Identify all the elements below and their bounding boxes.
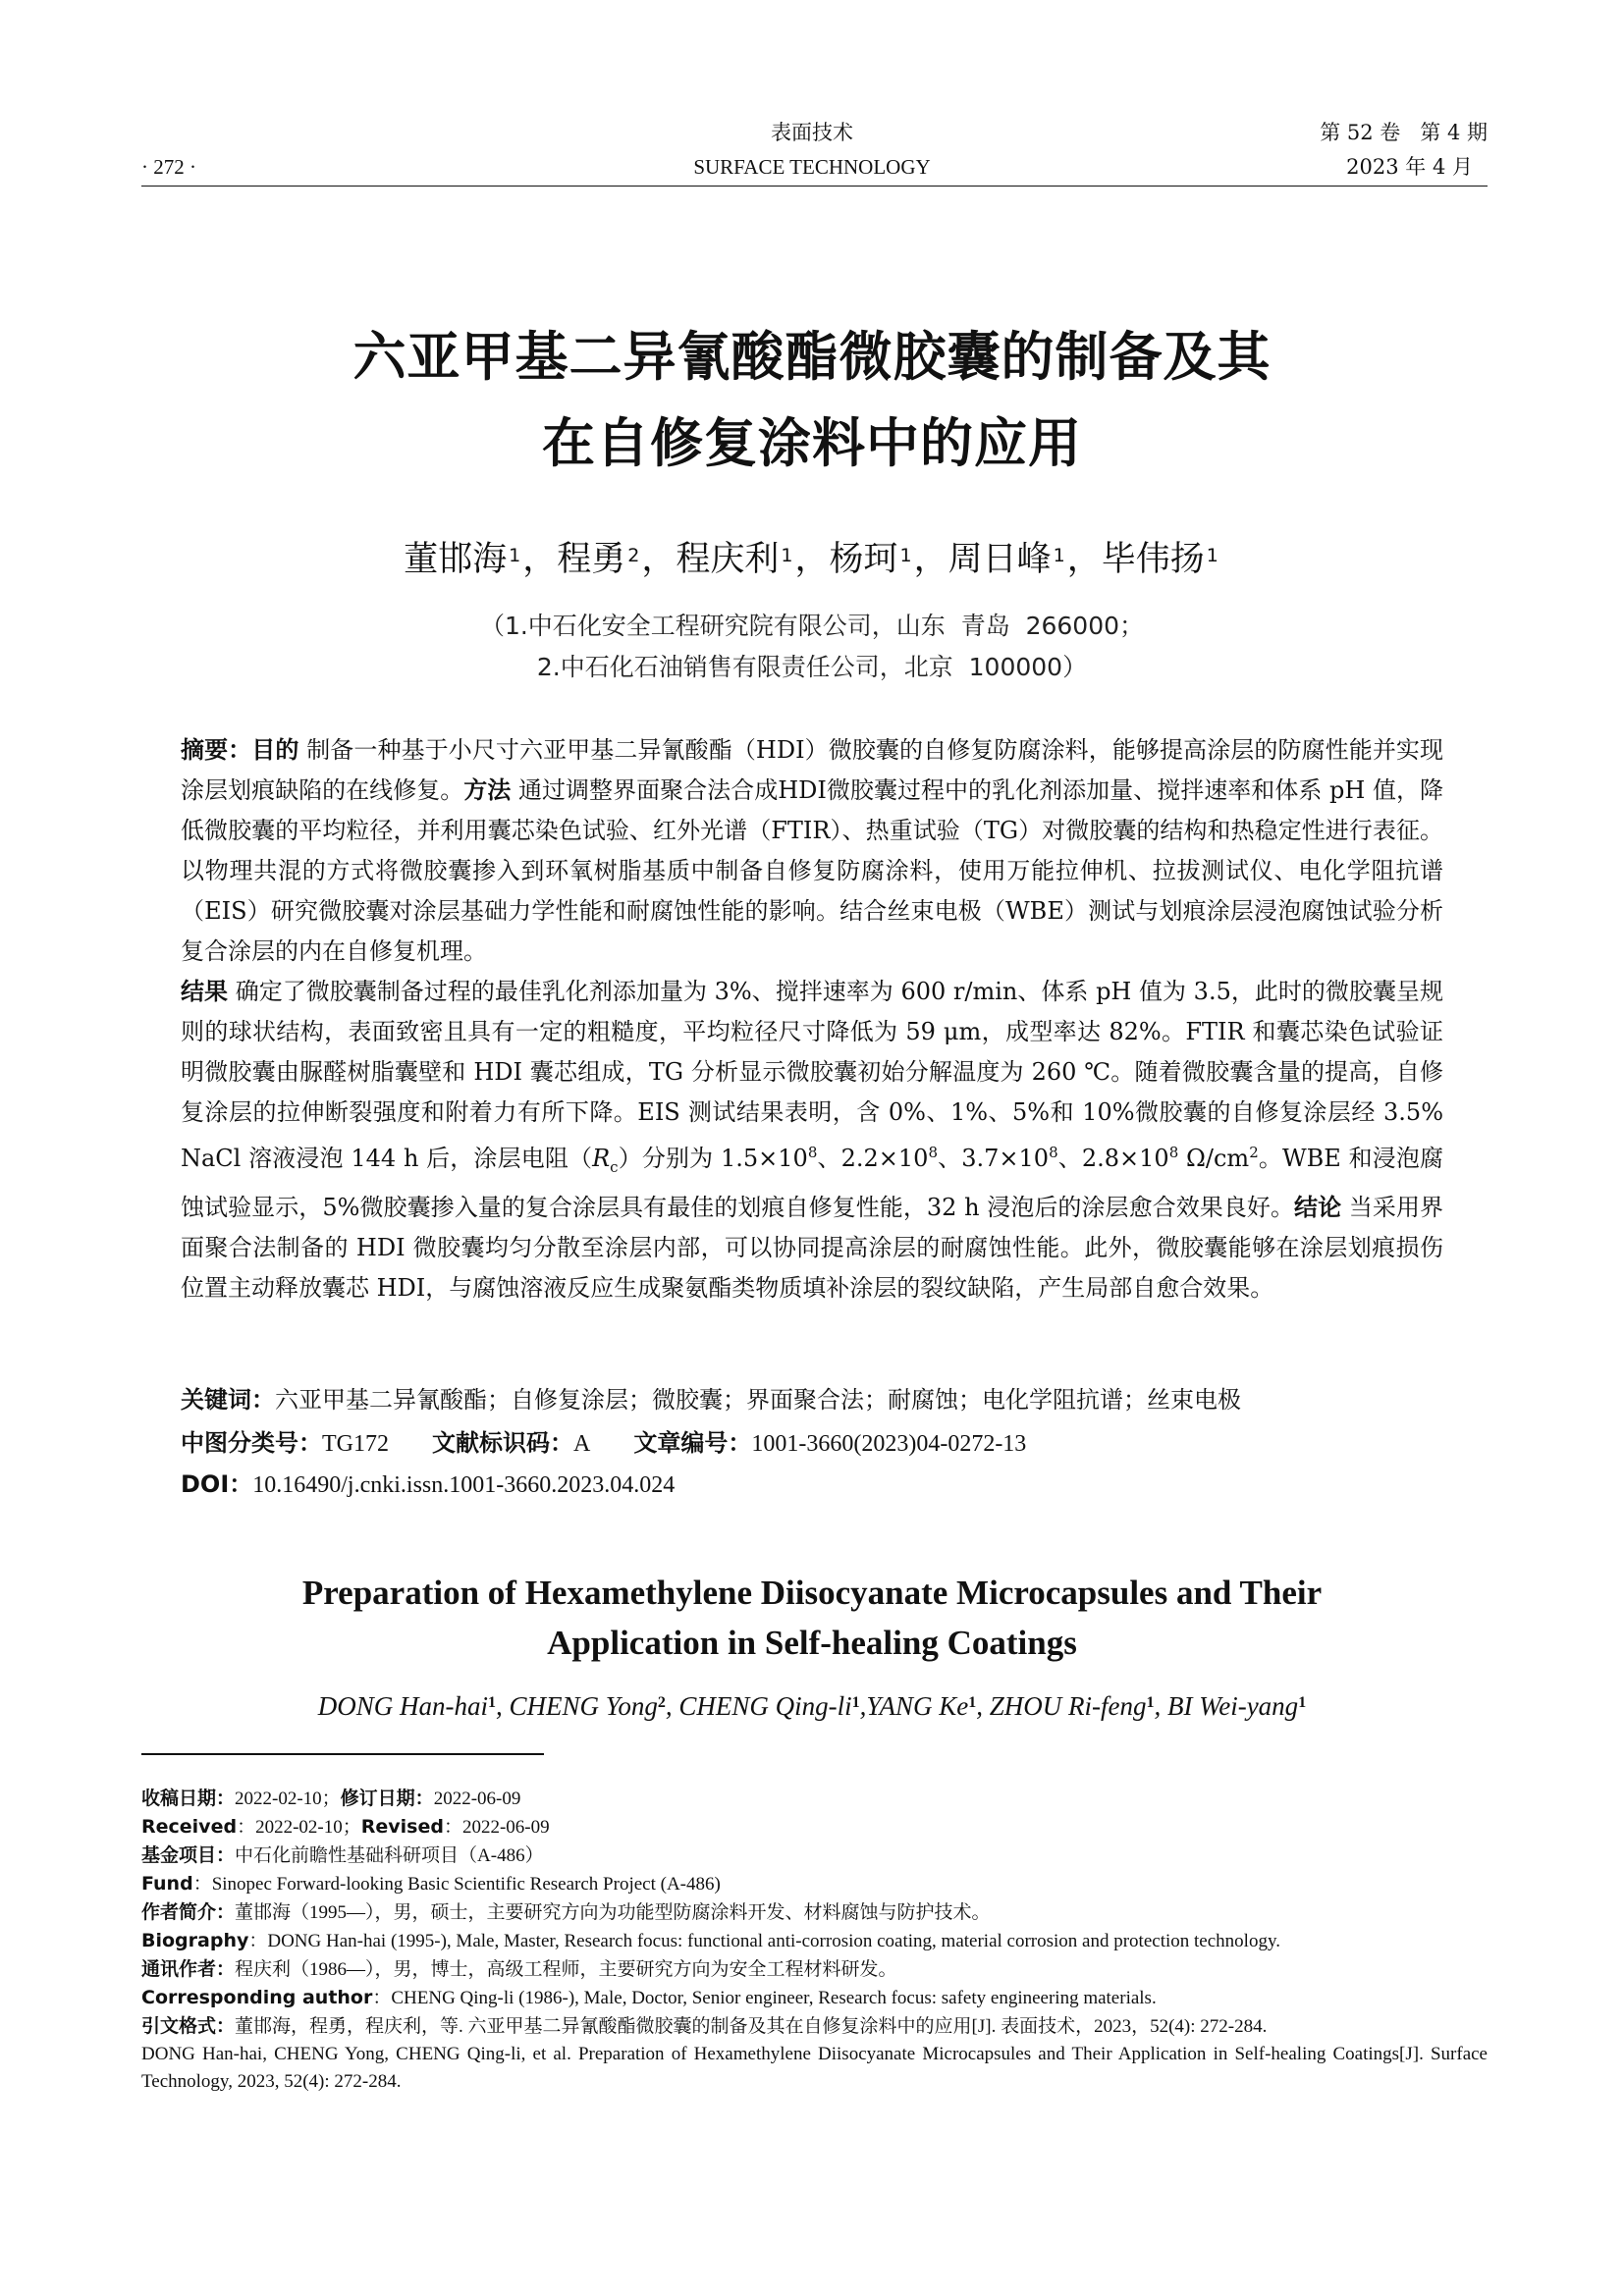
corresponding-en-label: Corresponding author: [141, 1987, 373, 2008]
revised-en-label: Revised: [360, 1816, 444, 1838]
corresponding-cn: [141, 1955, 1488, 1984]
classification-line: [181, 1422, 1026, 1465]
footnote-rule: [141, 1753, 544, 1755]
author-name-en: , CHENG Qing-li: [665, 1691, 852, 1721]
doi-value[interactable]: 10.16490/j.cnki.issn.1001-3660.2023.04.024: [252, 1472, 676, 1498]
doi-label: DOI：: [181, 1470, 253, 1498]
author-affil-sup: 1: [488, 1694, 497, 1711]
purpose-label: 目的: [251, 736, 299, 764]
author-affil-sup: 1: [1206, 545, 1218, 566]
exponent: 8: [928, 1144, 938, 1161]
author-affil-sup: 1: [1053, 545, 1065, 566]
corresponding-en: [141, 1984, 1488, 2012]
author-separator: ，: [522, 540, 558, 579]
fund-en-value: ：Sinopec Forward-looking Basic Scientific Research Project (A-486): [192, 1874, 721, 1895]
abstract-label: 摘要：: [181, 736, 252, 764]
author-affil-sup: 1: [968, 1694, 977, 1711]
citation-cn-label: 引文格式：: [141, 2015, 236, 2037]
journal-name-cn: 表面技术: [771, 121, 853, 144]
author-separator: ，: [794, 540, 830, 579]
conclusion-label: 结论: [1294, 1193, 1342, 1221]
author-name: 周日峰: [947, 540, 1052, 579]
author-name: 毕伟扬: [1101, 540, 1205, 579]
exponent: 8: [1049, 1144, 1058, 1161]
author-name-en: , CHENG Yong: [496, 1691, 658, 1721]
authors-cn: [0, 536, 1624, 583]
received-en: [141, 1813, 1488, 1842]
received-cn: [141, 1785, 1488, 1813]
clc-label: 中图分类号：: [181, 1429, 322, 1457]
author-separator: ，: [1066, 540, 1102, 579]
fund-cn-label: 基金项目：: [141, 1844, 236, 1866]
result-text: 、3.7×10: [937, 1145, 1050, 1172]
conclusion-text: 当采用界面聚合法制备的 HDI 微胶囊均匀分散至涂层内部，可以协同提高涂层的耐腐蚀性能。此外，微胶囊能够在涂层划痕损伤位置主动释放囊芯 HDI，与腐蚀溶液反应生成聚氨酯类物质填补涂层的裂纹缺陷，产生局部自愈合效果。: [181, 1193, 1444, 1302]
corresponding-cn-label: 通讯作者：: [141, 1958, 236, 1980]
result-label: 结果: [181, 978, 229, 1005]
method-label: 方法: [463, 776, 512, 804]
author-affil-sup: 1: [781, 545, 793, 566]
author-name: 程勇: [557, 540, 626, 579]
author-affil-sup: 1: [1298, 1694, 1307, 1711]
title-en-line1: Preparation of Hexamethylene Diisocyanate Microcapsules and Their: [301, 1574, 1323, 1612]
affiliation-line2: 2.中石化石油销售有限责任公司，北京 100000）: [536, 653, 1088, 681]
received-en-value: ：2022-02-10；: [237, 1817, 361, 1838]
result-text: 、2.8×10: [1057, 1145, 1169, 1172]
method-text: 通过调整界面聚合法合成HDI微胶囊过程中的乳化剂添加量、搅拌速率和体系 pH 值，降低微胶囊的平均粒径，并利用囊芯染色试验、红外光谱（FTIR）、热重试验（TG）对微胶囊的结构和热稳定性进行表征。以物理共混的方式将微胶囊掺入到环氧树脂基质中制备自修复防腐涂料，使用万能拉伸机、拉拔测试仪、电化学阻抗谱（EIS）研究微胶囊对涂层基础力学性能和耐腐蚀性能的影响。结合丝束电极（WBE）测试与划痕涂层浸泡腐蚀试验分析复合涂层的内在自修复机理。: [181, 776, 1444, 965]
exponent: 8: [1168, 1144, 1179, 1161]
biography-en: [141, 1927, 1488, 1955]
result-text: ）分别为 1.5×10: [618, 1145, 808, 1172]
citation-cn-value: 董邯海，程勇，程庆利，等. 六亚甲基二异氰酸酯微胶囊的制备及其在自修复涂料中的应用[J]. 表面技术，2023，52(4): 272-284.: [235, 2016, 1268, 2037]
received-cn-label: 收稿日期：: [141, 1788, 236, 1809]
corresponding-cn-value: 程庆利（1986—），男，博士，高级工程师，主要研究方向为安全工程材料研发。: [235, 1959, 897, 1980]
result-text: 、2.2×10: [817, 1145, 929, 1172]
author-affil-sup: 1: [1146, 1694, 1155, 1711]
author-name: 杨珂: [829, 540, 898, 579]
keywords-text: 六亚甲基二异氰酸酯；自修复涂层；微胶囊；界面聚合法；耐腐蚀；电化学阻抗谱；丝束电极: [275, 1386, 1241, 1414]
doc-code-label: 文献标识码：: [432, 1429, 573, 1457]
affiliation-line1: （1.中石化安全工程研究院有限公司，山东 青岛 266000；: [479, 612, 1145, 640]
author-name-en: DONG Han-hai: [317, 1691, 489, 1721]
result-unit: Ω/cm: [1178, 1145, 1250, 1172]
rc-symbol: R: [592, 1145, 611, 1172]
purpose-text: 制备一种基于小尺寸六亚甲基二异氰酸酯（HDI）微胶囊的自修复防腐涂料，能够提高涂层的防腐性能并实现涂层划痕缺陷的在线修复。: [181, 736, 1444, 804]
issue-date: 2023 年 4 月: [1346, 155, 1473, 179]
biography-cn-value: 董邯海（1995—），男，硕士，主要研究方向为功能型防腐涂料开发、材料腐蚀与防护技术。: [235, 1902, 991, 1923]
author-name-en: , BI Wei-yang: [1154, 1691, 1299, 1721]
journal-name-en: SURFACE TECHNOLOGY: [693, 155, 931, 179]
author-affil-sup: 2: [627, 545, 640, 566]
received-en-label: Received: [141, 1816, 238, 1838]
author-name: 董邯海: [404, 540, 508, 579]
abstract: [181, 730, 1443, 1308]
article-no-value: 1001-3660(2023)04-0272-13: [751, 1431, 1027, 1457]
revised-cn-label: 修订日期：: [340, 1788, 434, 1809]
title-cn-line1: 六亚甲基二异氰酸酯微胶囊的制备及其: [352, 326, 1272, 388]
keywords-line: [181, 1379, 1241, 1420]
fund-cn-value: 中石化前瞻性基础科研项目（A-486）: [235, 1845, 544, 1866]
unit-exponent: 2: [1249, 1144, 1259, 1161]
clc-value: TG172: [322, 1431, 389, 1457]
biography-en-label: Biography: [141, 1930, 249, 1951]
author-name-en: , ZHOU Ri-feng: [976, 1691, 1147, 1721]
biography-en-value: ：DONG Han-hai (1995-), Male, Master, Research focus: functional anti-corrosion coating, material corrosion and protection technology.: [248, 1931, 1280, 1951]
corresponding-en-value: ：CHENG Qing-li (1986-), Male, Doctor, Senior engineer, Research focus: safety engineering materials.: [372, 1988, 1157, 2008]
header-rule: [141, 186, 1488, 187]
author-affil-sup: 1: [509, 545, 521, 566]
footnotes: [141, 1785, 1488, 2096]
author-affil-sup: 1: [899, 545, 912, 566]
revised-cn-value: 2022-06-09: [433, 1789, 521, 1809]
author-separator: ，: [913, 540, 948, 579]
fund-en-label: Fund: [141, 1873, 193, 1895]
title-cn-line2: 在自修复涂料中的应用: [542, 412, 1082, 474]
keywords-label: 关键词：: [181, 1386, 275, 1414]
doi-line: [181, 1464, 675, 1506]
page-number: · 272 ·: [141, 155, 196, 179]
rc-subscript: c: [610, 1157, 619, 1176]
volume-issue: 第 52 卷 第 4 期: [1320, 121, 1488, 144]
article-no-label: 文章编号：: [633, 1429, 752, 1457]
fund-en: [141, 1870, 1488, 1898]
exponent: 8: [807, 1144, 818, 1161]
result-text: 。WBE 和浸泡腐蚀试验显示，5%微胶囊掺入量的复合涂层具有最佳的划痕自修复性能，32 h 浸泡后的涂层愈合效果良好。: [181, 1145, 1443, 1221]
fund-cn: [141, 1842, 1488, 1870]
title-en-line2: Application in Self-healing Coatings: [547, 1624, 1077, 1662]
citation-cn: [141, 2012, 1488, 2041]
author-name-en: ,YANG Ke: [859, 1691, 969, 1721]
doc-code-value: A: [573, 1431, 591, 1457]
authors-en: [0, 1686, 1624, 1726]
biography-cn: [141, 1898, 1488, 1927]
result-text: 确定了微胶囊制备过程的最佳乳化剂添加量为 3%、搅拌速率为 600 r/min、体系 pH 值为 3.5，此时的微胶囊呈规则的球状结构，表面致密且具有一定的粗糙度，平均粒径尺寸降低为 59 μm，成型率达 82%。FTIR 和囊芯染色试验证明微胶囊由脲醛树脂囊壁和 HDI 囊芯组成，TG 分析显示微胶囊初始分解温度为 260 ℃。随着微胶囊含量的提高，自修复涂层的拉伸断裂强度和附着力有所下降。EIS 测试结果表明，含 0%、1%、5%和 10%微胶囊的自修复涂层经 3.5% NaCl 溶液浸泡 144 h 后，涂层电阻（: [181, 978, 1443, 1172]
received-cn-value: 2022-02-10；: [235, 1789, 341, 1809]
biography-cn-label: 作者简介：: [141, 1901, 236, 1923]
author-affil-sup: 2: [657, 1694, 666, 1711]
revised-en-value: ：2022-06-09: [443, 1817, 550, 1838]
author-separator: ，: [641, 540, 677, 579]
author-name: 程庆利: [676, 540, 780, 579]
citation-en: DONG Han-hai, CHENG Yong, CHENG Qing-li, et al. Preparation of Hexamethylene Diisocyanate Microcapsules and Their Application in Self-healing Coatings[J]. Surface Technology, 2023, 52(4): 272-284.: [141, 2044, 1488, 2092]
author-affil-sup: 1: [851, 1694, 860, 1711]
